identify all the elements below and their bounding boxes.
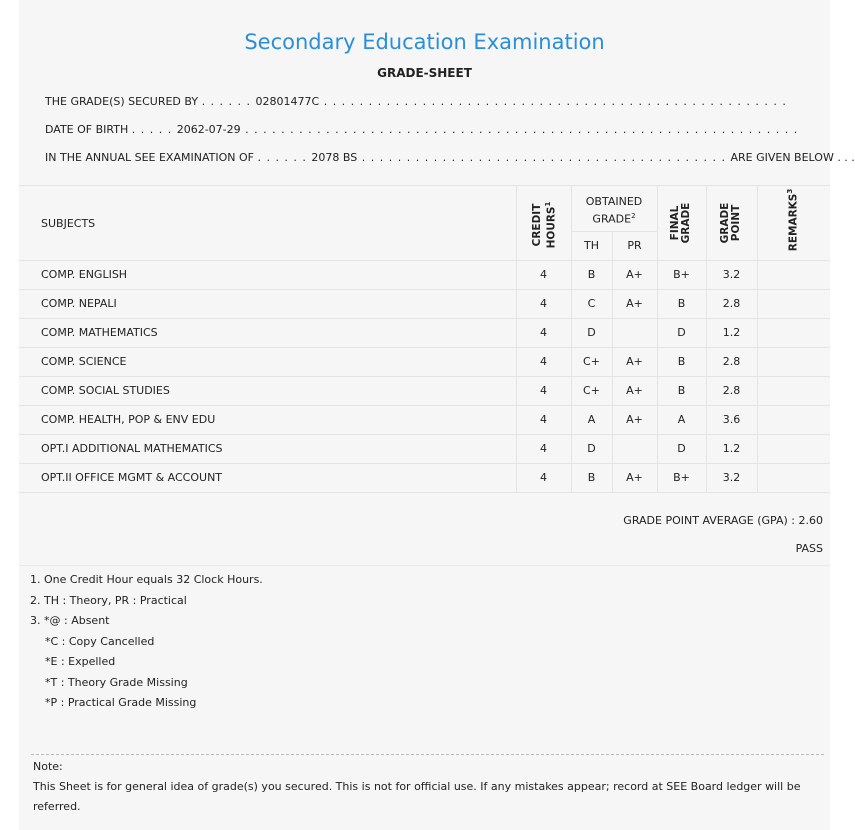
cell-th: D <box>587 442 596 455</box>
row-divider <box>19 405 830 406</box>
cell-credit: 4 <box>540 297 547 310</box>
info-label-exam: IN THE ANNUAL SEE EXAMINATION OF <box>45 151 254 164</box>
header-final-line2: GRADE <box>680 202 692 244</box>
cell-final: B+ <box>673 268 690 281</box>
subject-name: OPT.II OFFICE MGMT & ACCOUNT <box>41 471 223 484</box>
cell-credit: 4 <box>540 355 547 368</box>
note-label: Note: <box>33 760 63 773</box>
cell-gp: 2.8 <box>722 355 741 368</box>
footnotes <box>30 570 263 714</box>
row-divider <box>19 318 830 319</box>
cell-th: C+ <box>583 384 600 397</box>
header-credit-line2: HOURS <box>545 206 558 249</box>
header-gp-line1: GRADE <box>719 202 731 244</box>
header-pr: PR <box>627 239 642 252</box>
header-final-grade <box>670 192 694 254</box>
obtained-grade-divider <box>571 231 657 232</box>
row-divider <box>19 434 830 435</box>
grade-sheet <box>19 0 855 830</box>
header-credit-line1: CREDIT <box>531 203 543 247</box>
header-th: TH <box>584 239 599 252</box>
footnote-3: 3. *@ : Absent <box>30 614 110 627</box>
info-line-name: THE GRADE(S) SECURED BY . . . . . . 02801477C . . . . . . . . . . . . . . . . . . . . . . . . . . . . . . . . . . . . . . . . . . . . . . . . . . . . <box>45 95 787 108</box>
cell-gp: 2.8 <box>722 297 741 310</box>
cell-pr: A+ <box>626 297 643 310</box>
result-status: PASS <box>795 542 823 555</box>
cell-gp: 3.2 <box>722 471 741 484</box>
cell-th: C+ <box>583 355 600 368</box>
cell-pr: A+ <box>626 413 643 426</box>
cell-final: D <box>677 442 686 455</box>
cell-final: A <box>677 413 686 426</box>
cell-credit: 4 <box>540 413 547 426</box>
cell-credit: 4 <box>540 471 547 484</box>
info-line-exam: IN THE ANNUAL SEE EXAMINATION OF . . . . . . 2078 BS . . . . . . . . . . . . . . . . . . . . . . . . . . . . . . . . . . . . . . . . . ARE GIVEN BELOW . . . <box>45 151 855 164</box>
cell-th: D <box>587 326 596 339</box>
date-of-birth: 2062-07-29 <box>176 123 241 136</box>
table-bottom-border <box>19 492 830 493</box>
subject-name: OPT.I ADDITIONAL MATHEMATICS <box>41 442 223 455</box>
cell-gp: 3.2 <box>722 268 741 281</box>
header-obtained-line1: OBTAINED <box>585 195 643 208</box>
cell-pr: A+ <box>626 384 643 397</box>
footnote-expelled: *E : Expelled <box>45 655 116 668</box>
subject-name: COMP. SOCIAL STUDIES <box>41 384 170 397</box>
cell-th: B <box>587 268 596 281</box>
table-header-border <box>19 260 830 261</box>
page-subtitle: GRADE-SHEET <box>377 66 472 80</box>
cell-pr: A+ <box>626 471 643 484</box>
cell-final: B <box>677 355 686 368</box>
subject-name: COMP. HEALTH, POP & ENV EDU <box>41 413 216 426</box>
footnote-copy-cancelled: *C : Copy Cancelled <box>45 634 155 648</box>
cell-th: B <box>587 471 596 484</box>
cell-th: A <box>587 413 596 426</box>
subject-name: COMP. ENGLISH <box>41 268 128 281</box>
footnote-theory-missing: *T : Theory Grade Missing <box>45 675 188 689</box>
header-final-line1: FINAL <box>669 205 681 241</box>
row-divider <box>19 347 830 348</box>
col-divider <box>757 185 758 492</box>
header-remarks <box>785 180 799 260</box>
cell-credit: 4 <box>540 442 547 455</box>
subject-name: COMP. SCIENCE <box>41 355 127 368</box>
section-divider <box>19 565 830 566</box>
cell-gp: 2.8 <box>722 384 741 397</box>
cell-th: C <box>587 297 596 310</box>
cell-credit: 4 <box>540 384 547 397</box>
cell-final: B <box>677 384 686 397</box>
cell-gp: 1.2 <box>722 326 741 339</box>
gpa-label: GRADE POINT AVERAGE (GPA) : 2.60 <box>623 514 823 527</box>
info-label-dob: DATE OF BIRTH <box>45 123 129 136</box>
header-grade-point <box>720 192 744 254</box>
table-top-border <box>19 185 830 186</box>
row-divider <box>19 289 830 290</box>
note-text: This Sheet is for general idea of grade(s) you secured. This is not for official use. If any mistakes appear; record at SEE Board ledger will be referred. <box>33 780 801 813</box>
subject-name: COMP. MATHEMATICS <box>41 326 158 339</box>
header-remarks-label: REMARKS <box>787 193 800 252</box>
symbol-number: 02801477C <box>255 95 320 108</box>
header-subjects: SUBJECTS <box>41 217 96 230</box>
cell-gp: 1.2 <box>722 442 741 455</box>
cell-pr: A+ <box>626 268 643 281</box>
note-divider <box>31 754 824 755</box>
row-divider <box>19 463 830 464</box>
header-credit-sup: 1 <box>544 201 552 207</box>
footnote-1: 1. One Credit Hour equals 32 Clock Hours. <box>30 573 263 586</box>
header-obtained-sup: 2 <box>631 212 636 220</box>
cell-credit: 4 <box>540 326 547 339</box>
info-label-given-below: ARE GIVEN BELOW . . . <box>730 151 855 164</box>
header-obtained-grade <box>571 194 657 227</box>
cell-gp: 3.6 <box>722 413 741 426</box>
info-label-secured-by: THE GRADE(S) SECURED BY <box>45 95 199 108</box>
info-line-dob: DATE OF BIRTH . . . . . 2062-07-29 . . . . . . . . . . . . . . . . . . . . . . . . . . . . . . . . . . . . . . . . . . . . . . . . . . . . . . . . . . . . . . <box>45 123 799 136</box>
header-credit-hours <box>532 194 556 256</box>
cell-final: B+ <box>673 471 690 484</box>
row-divider <box>19 376 830 377</box>
header-obtained-line2: GRADE <box>592 212 632 226</box>
header-gp-line2: POINT <box>730 204 742 242</box>
exam-year: 2078 BS <box>311 151 358 164</box>
subject-name: COMP. NEPALI <box>41 297 117 310</box>
cell-credit: 4 <box>540 268 547 281</box>
footnote-practical-missing: *P : Practical Grade Missing <box>45 696 197 709</box>
header-remarks-sup: 3 <box>786 188 794 194</box>
note-block <box>33 757 823 817</box>
page-title: Secondary Education Examination <box>244 30 605 54</box>
footnote-2: 2. TH : Theory, PR : Practical <box>30 593 187 607</box>
cell-final: B <box>677 297 686 310</box>
cell-pr: A+ <box>626 355 643 368</box>
cell-final: D <box>677 326 686 339</box>
